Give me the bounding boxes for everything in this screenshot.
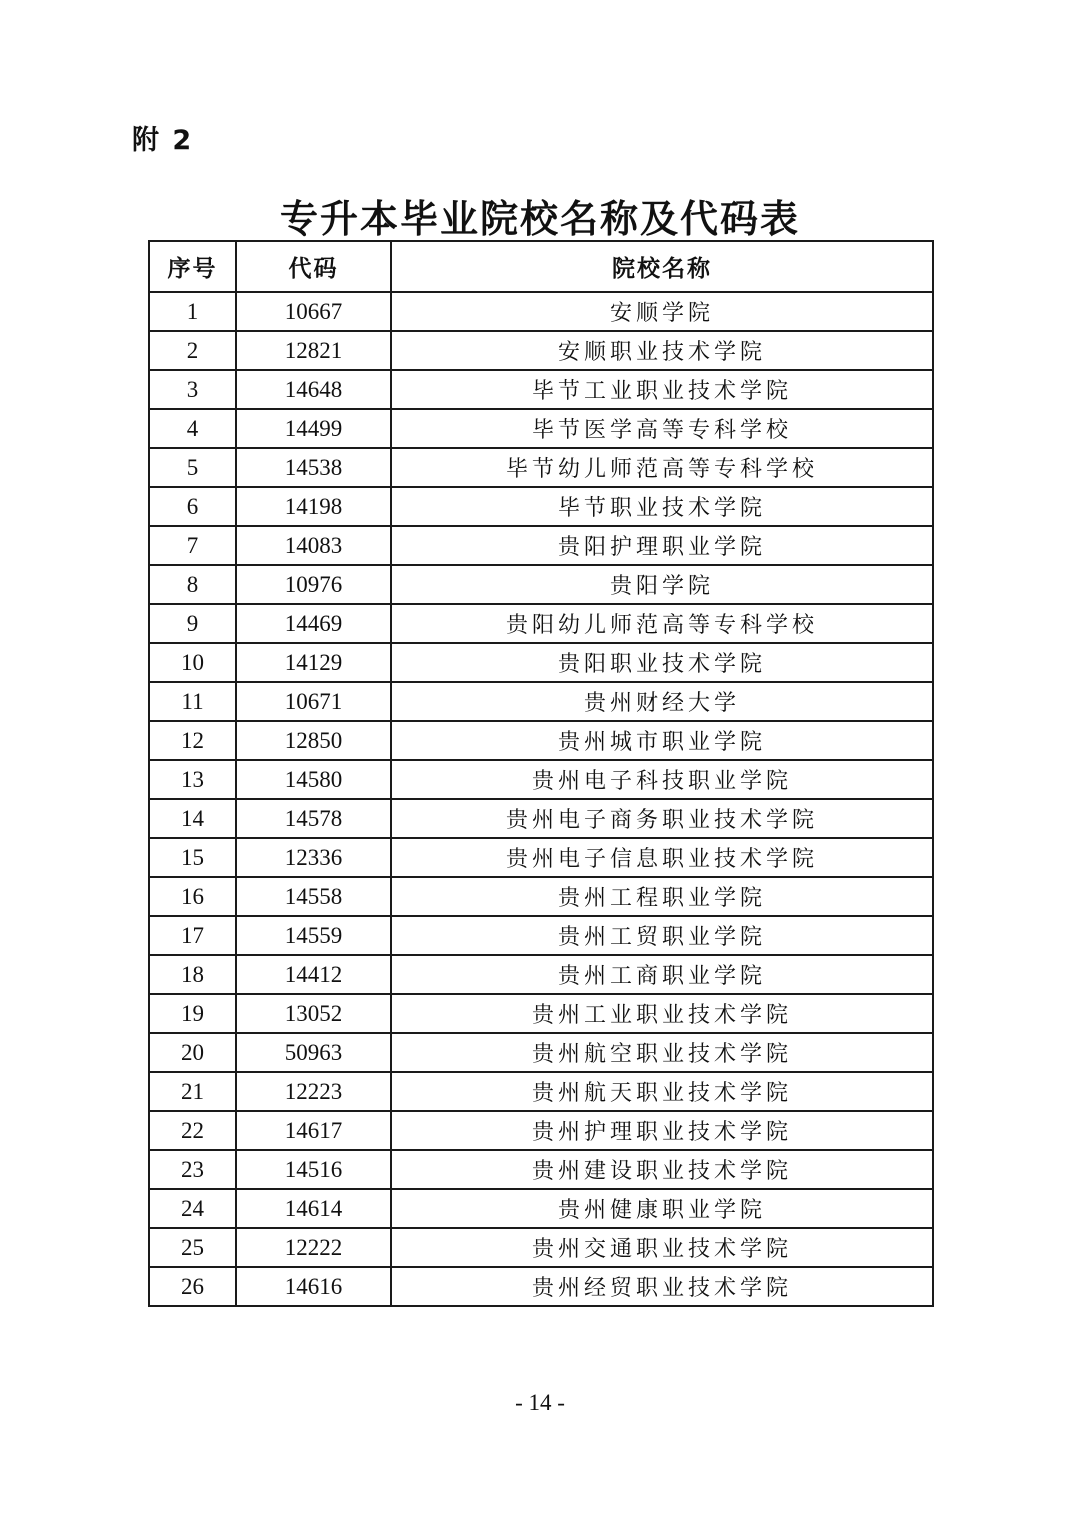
- row-serial-number: 14: [149, 799, 236, 838]
- row-school-name: 贵州交通职业技术学院: [391, 1228, 933, 1267]
- row-code: 12821: [236, 331, 391, 370]
- table-row: [149, 682, 933, 721]
- school-code-table: [148, 240, 934, 1307]
- table-row: [149, 370, 933, 409]
- row-serial-number: 9: [149, 604, 236, 643]
- row-code: 14516: [236, 1150, 391, 1189]
- row-code: 12223: [236, 1072, 391, 1111]
- row-school-name: 贵州经贸职业技术学院: [391, 1267, 933, 1306]
- row-code: 14083: [236, 526, 391, 565]
- row-serial-number: 23: [149, 1150, 236, 1189]
- table-row: [149, 1072, 933, 1111]
- row-code: 14538: [236, 448, 391, 487]
- row-school-name: 贵州电子商务职业技术学院: [391, 799, 933, 838]
- row-code: 14559: [236, 916, 391, 955]
- table-row: [149, 799, 933, 838]
- table-row: [149, 409, 933, 448]
- page-number: - 14 -: [515, 1390, 565, 1415]
- table-row: [149, 955, 933, 994]
- table-row: [149, 565, 933, 604]
- table-row: [149, 1267, 933, 1306]
- row-serial-number: 21: [149, 1072, 236, 1111]
- row-serial-number: 6: [149, 487, 236, 526]
- row-code: 10667: [236, 292, 391, 331]
- row-code: 14648: [236, 370, 391, 409]
- row-code: 14558: [236, 877, 391, 916]
- attachment-label: 附 2: [132, 125, 194, 156]
- row-serial-number: 1: [149, 292, 236, 331]
- row-school-name: 安顺学院: [391, 292, 933, 331]
- row-serial-number: 3: [149, 370, 236, 409]
- row-school-name: 贵州财经大学: [391, 682, 933, 721]
- table-row: [149, 487, 933, 526]
- row-code: 14499: [236, 409, 391, 448]
- table-row: [149, 292, 933, 331]
- row-serial-number: 5: [149, 448, 236, 487]
- header-code: 代码: [236, 241, 391, 292]
- row-school-name: 贵阳护理职业学院: [391, 526, 933, 565]
- page-title: 专升本毕业院校名称及代码表: [279, 197, 800, 241]
- row-code: 10671: [236, 682, 391, 721]
- row-school-name: 贵阳幼儿师范高等专科学校: [391, 604, 933, 643]
- table-row: [149, 526, 933, 565]
- row-code: 14617: [236, 1111, 391, 1150]
- row-school-name: 贵州航天职业技术学院: [391, 1072, 933, 1111]
- table-row: [149, 760, 933, 799]
- row-serial-number: 25: [149, 1228, 236, 1267]
- table-row: [149, 1150, 933, 1189]
- table-row: [149, 877, 933, 916]
- row-code: 14198: [236, 487, 391, 526]
- table-body: [149, 292, 933, 1306]
- row-school-name: 毕节幼儿师范高等专科学校: [391, 448, 933, 487]
- row-school-name: 贵州电子科技职业学院: [391, 760, 933, 799]
- table-row: [149, 1033, 933, 1072]
- header-serial-number: 序号: [149, 241, 236, 292]
- table-row: [149, 448, 933, 487]
- row-serial-number: 11: [149, 682, 236, 721]
- row-serial-number: 15: [149, 838, 236, 877]
- row-code: 12222: [236, 1228, 391, 1267]
- row-code: 13052: [236, 994, 391, 1033]
- row-code: 14614: [236, 1189, 391, 1228]
- table-row: [149, 331, 933, 370]
- table-row: [149, 916, 933, 955]
- row-serial-number: 12: [149, 721, 236, 760]
- row-school-name: 贵阳学院: [391, 565, 933, 604]
- row-school-name: 贵州护理职业技术学院: [391, 1111, 933, 1150]
- row-serial-number: 20: [149, 1033, 236, 1072]
- row-school-name: 贵州工业职业技术学院: [391, 994, 933, 1033]
- row-code: 50963: [236, 1033, 391, 1072]
- row-serial-number: 17: [149, 916, 236, 955]
- row-serial-number: 26: [149, 1267, 236, 1306]
- row-serial-number: 2: [149, 331, 236, 370]
- row-serial-number: 10: [149, 643, 236, 682]
- row-code: 12336: [236, 838, 391, 877]
- table-row: [149, 838, 933, 877]
- row-code: 12850: [236, 721, 391, 760]
- row-school-name: 贵州城市职业学院: [391, 721, 933, 760]
- row-school-name: 贵州电子信息职业技术学院: [391, 838, 933, 877]
- row-code: 14616: [236, 1267, 391, 1306]
- row-serial-number: 22: [149, 1111, 236, 1150]
- row-school-name: 贵州工程职业学院: [391, 877, 933, 916]
- row-school-name: 贵阳职业技术学院: [391, 643, 933, 682]
- table-row: [149, 1111, 933, 1150]
- row-school-name: 贵州工商职业学院: [391, 955, 933, 994]
- row-code: 14129: [236, 643, 391, 682]
- row-school-name: 贵州航空职业技术学院: [391, 1033, 933, 1072]
- table-row: [149, 721, 933, 760]
- table-header-row: [149, 241, 933, 292]
- row-serial-number: 24: [149, 1189, 236, 1228]
- row-serial-number: 7: [149, 526, 236, 565]
- row-serial-number: 16: [149, 877, 236, 916]
- row-code: 14412: [236, 955, 391, 994]
- row-serial-number: 19: [149, 994, 236, 1033]
- row-school-name: 毕节工业职业技术学院: [391, 370, 933, 409]
- row-serial-number: 13: [149, 760, 236, 799]
- row-code: 14469: [236, 604, 391, 643]
- table-row: [149, 1189, 933, 1228]
- row-school-name: 毕节医学高等专科学校: [391, 409, 933, 448]
- row-school-name: 毕节职业技术学院: [391, 487, 933, 526]
- row-serial-number: 18: [149, 955, 236, 994]
- table-row: [149, 643, 933, 682]
- row-school-name: 贵州健康职业学院: [391, 1189, 933, 1228]
- row-code: 14580: [236, 760, 391, 799]
- table-row: [149, 1228, 933, 1267]
- row-serial-number: 8: [149, 565, 236, 604]
- header-school-name: 院校名称: [391, 241, 933, 292]
- row-school-name: 安顺职业技术学院: [391, 331, 933, 370]
- row-school-name: 贵州建设职业技术学院: [391, 1150, 933, 1189]
- row-code: 14578: [236, 799, 391, 838]
- row-code: 10976: [236, 565, 391, 604]
- table-row: [149, 994, 933, 1033]
- row-serial-number: 4: [149, 409, 236, 448]
- table-row: [149, 604, 933, 643]
- row-school-name: 贵州工贸职业学院: [391, 916, 933, 955]
